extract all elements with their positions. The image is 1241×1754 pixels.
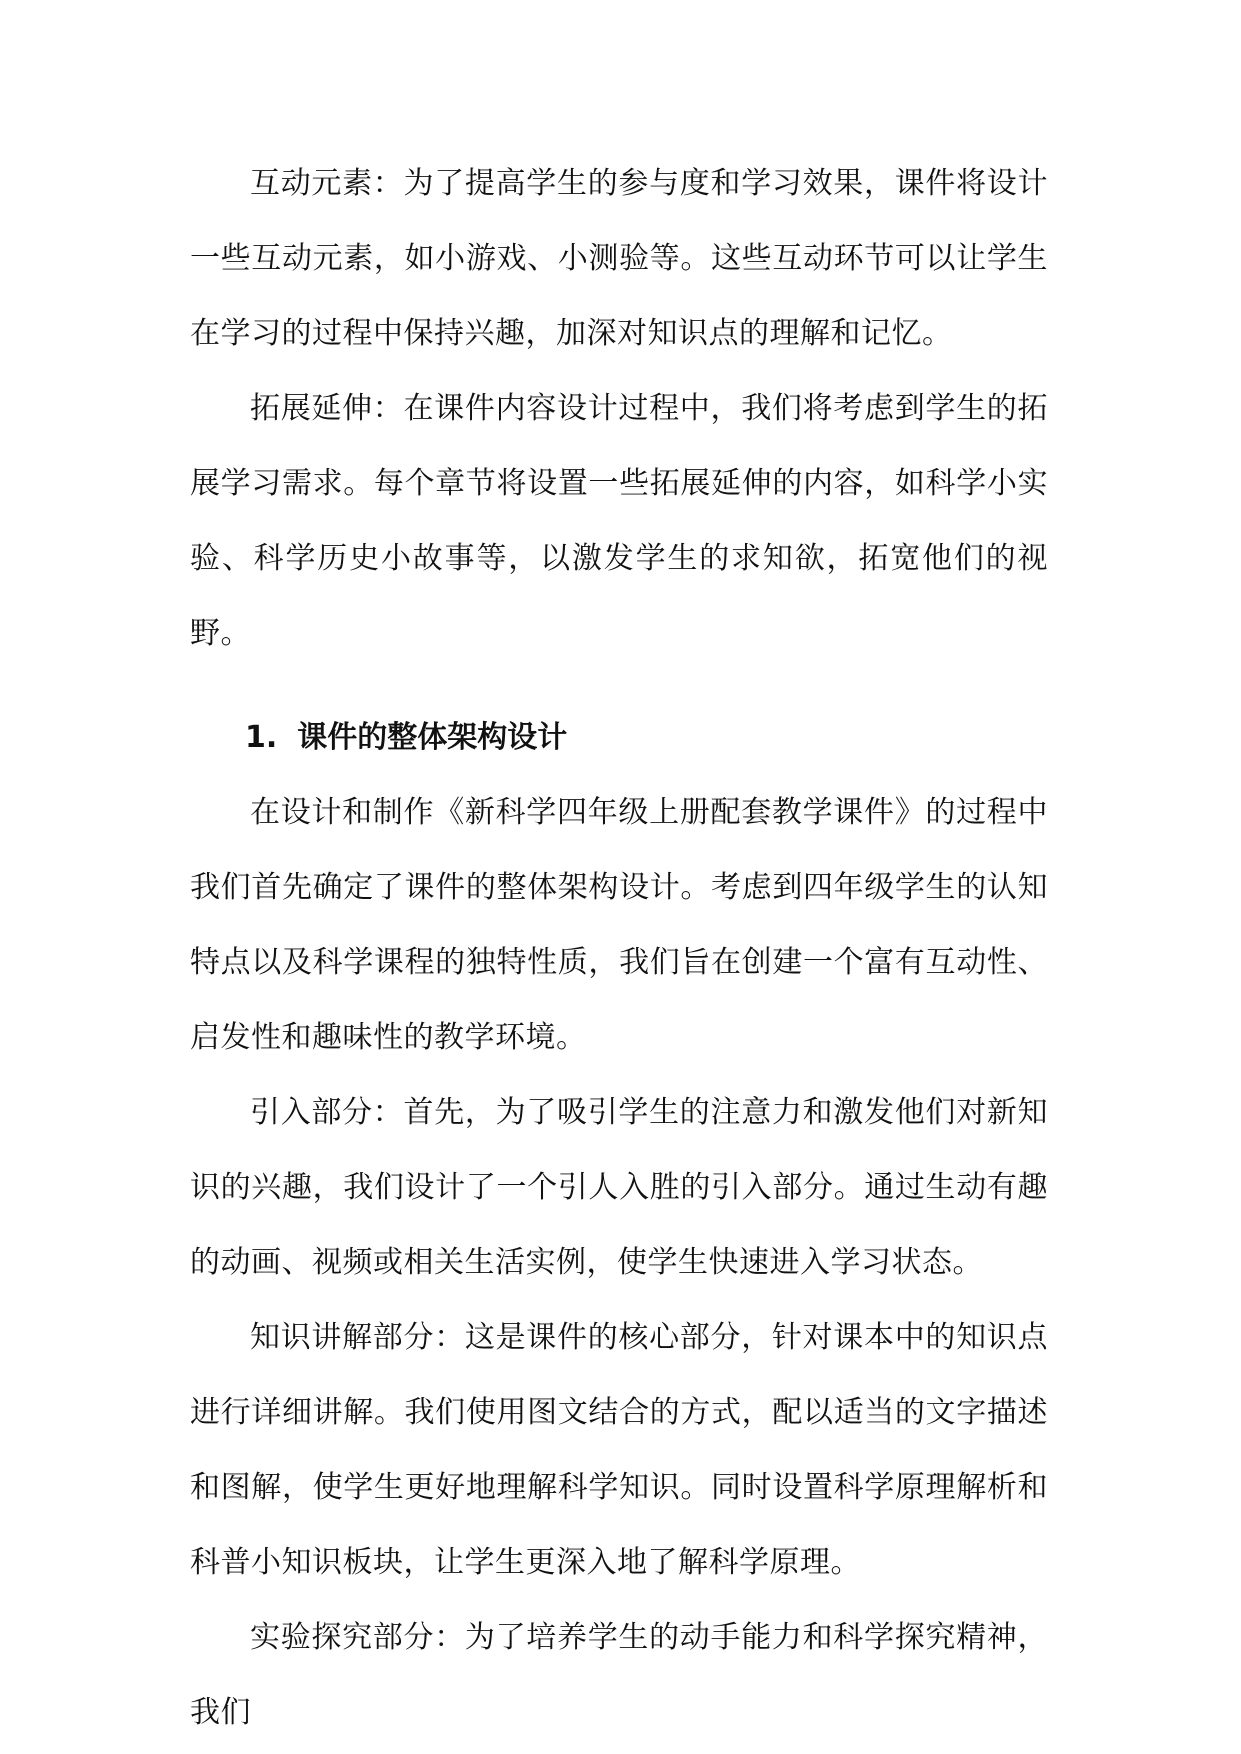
section-number: 1. <box>245 720 278 755</box>
paragraph-interactive-elements: 互动元素：为了提高学生的参与度和学习效果，课件将设计一些互动元素，如小游戏、小测验等。这些互动环节可以让学生在学习的过程中保持兴趣，加深对知识点的理解和记忆。 <box>190 166 1048 351</box>
section-title: 课件的整体架构设计 <box>297 720 568 755</box>
paragraph-architecture-intro: 在设计和制作《新科学四年级上册配套教学课件》的过程中我们首先确定了课件的整体架构设计。考虑到四年级学生的认知特点以及科学课程的独特性质，我们旨在创建一个富有互动性、启发性和趣味性的教学环境。 <box>190 795 1048 1055</box>
paragraph-extension: 拓展延伸：在课件内容设计过程中，我们将考虑到学生的拓展学习需求。每个章节将设置一些拓展延伸的内容，如科学小实验、科学历史小故事等，以激发学生的求知欲，拓宽他们的视野。 <box>190 391 1048 651</box>
section-heading <box>190 700 1048 775</box>
paragraph-knowledge-part: 知识讲解部分：这是课件的核心部分，针对课本中的知识点进行详细讲解。我们使用图文结合的方式，配以适当的文字描述和图解，使学生更好地理解科学知识。同时设置科学原理解析和科普小知识板块，让学生更深入地了解科学原理。 <box>190 1320 1048 1580</box>
paragraph-experiment-part: 实验探究部分：为了培养学生的动手能力和科学探究精神，我们 <box>190 1620 1048 1730</box>
paragraph-introduction-part: 引入部分：首先，为了吸引学生的注意力和激发他们对新知识的兴趣，我们设计了一个引人入胜的引入部分。通过生动有趣的动画、视频或相关生活实例，使学生快速进入学习状态。 <box>190 1095 1048 1280</box>
document-body <box>190 146 1048 1750</box>
